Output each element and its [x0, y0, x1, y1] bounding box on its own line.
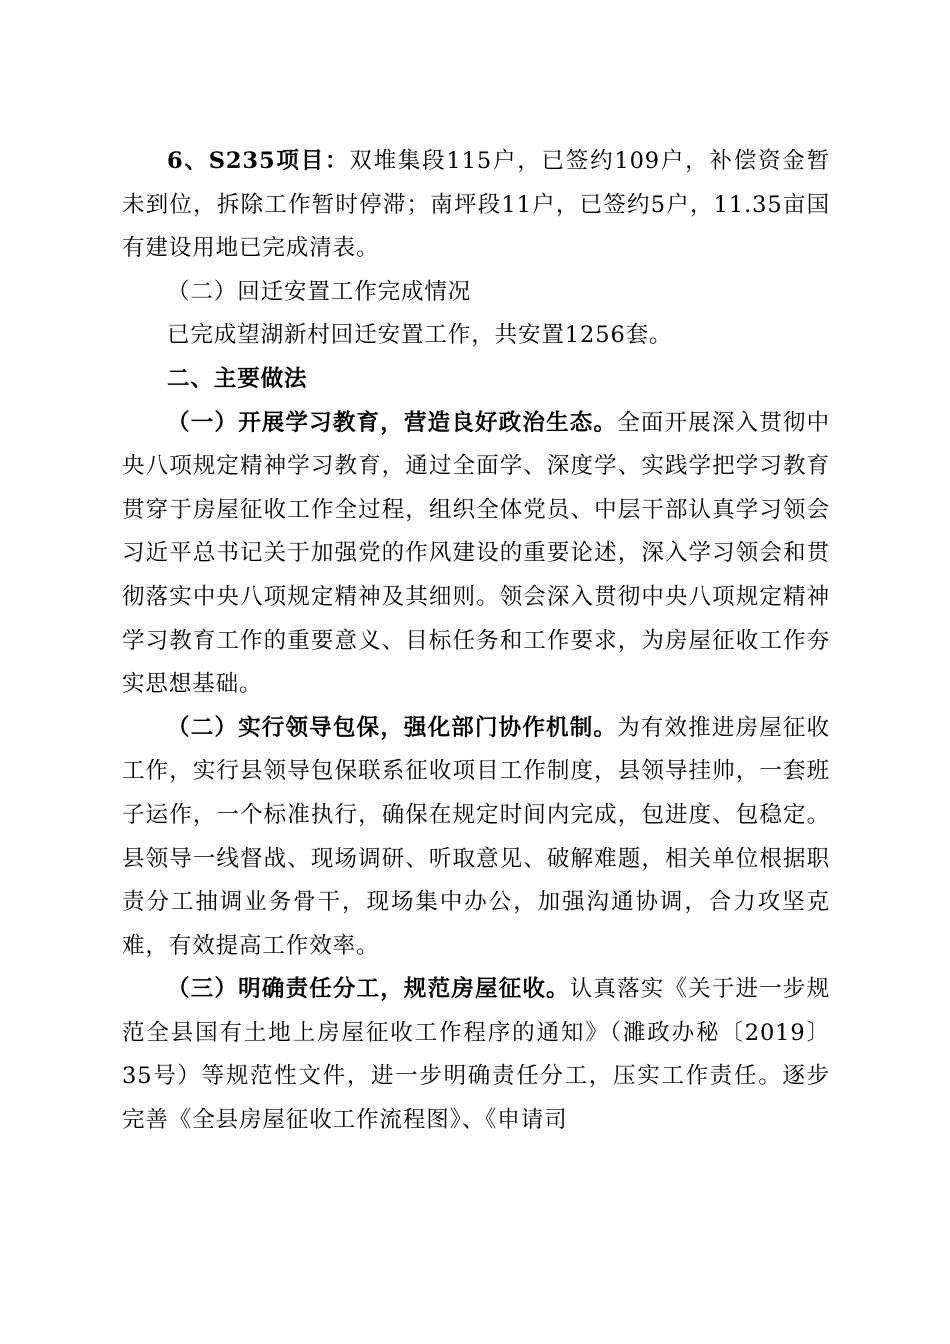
paragraph-resettlement: 已完成望湖新村回迁安置工作，共安置1256套。 — [167, 322, 673, 349]
paragraph-responsibility — [122, 968, 830, 1142]
paragraph-lead-leadership: （二）实行领导包保，强化部门协作机制。 — [167, 714, 618, 741]
paragraph-study-education — [122, 402, 830, 707]
paragraph-s235-project — [122, 140, 830, 271]
paragraph-leadership — [122, 707, 830, 969]
paragraph-lead-study: （一）开展学习教育，营造良好政治生态。 — [167, 409, 618, 436]
paragraph-body-study: 全面开展深入贯彻中央八项规定精神学习教育，通过全面学、深度学、实践学把学习教育贯穿于房屋征收工作全过程，组织全体党员、中层干部认真学习领会习近平总书记关于加强党的作风建设的重要论述，深入学习领会和贯彻落实中央八项规定精神及其细则。领会深入贯彻中央八项规定精神学习教育工作的重要意义、目标任务和工作要求，为房屋征收工作夯实思想基础。 — [122, 409, 830, 698]
subsection-heading-resettlement: （二）回迁安置工作完成情况 — [167, 278, 472, 305]
paragraph-body-s235: 双堆集段115户，已签约109户，补偿资金暂未到位，拆除工作暂时停滞；南坪段11户，已签约5户，11.35亩国有建设用地已完成清表。 — [122, 148, 830, 262]
paragraph-body-leadership: 为有效推进房屋征收工作，实行县领导包保联系征收项目工作制度，县领导挂帅，一套班子运作，一个标准执行，确保在规定时间内完成，包进度、包稳定。县领导一线督战、现场调研、听取意见、破解难题，相关单位根据职责分工抽调业务骨干，现场集中办公，加强沟通协调，合力攻坚克难，有效提高工作效率。 — [122, 714, 830, 959]
paragraph-lead-responsibility: （三）明确责任分工，规范房屋征收。 — [167, 976, 570, 1003]
paragraph-lead-s235: 6、S235项目： — [167, 148, 350, 174]
paragraph-body-responsibility: 认真落实《关于进一步规范全县国有土地上房屋征收工作程序的通知》（濉政办秘〔2019〕35号）等规范性文件，进一步明确责任分工，压实工作责任。逐步完善《全县房屋征收工作流程图》、《申请司 — [122, 976, 830, 1134]
section-heading-main-practices: 二、主要做法 — [167, 365, 308, 392]
document-page — [122, 140, 830, 1143]
